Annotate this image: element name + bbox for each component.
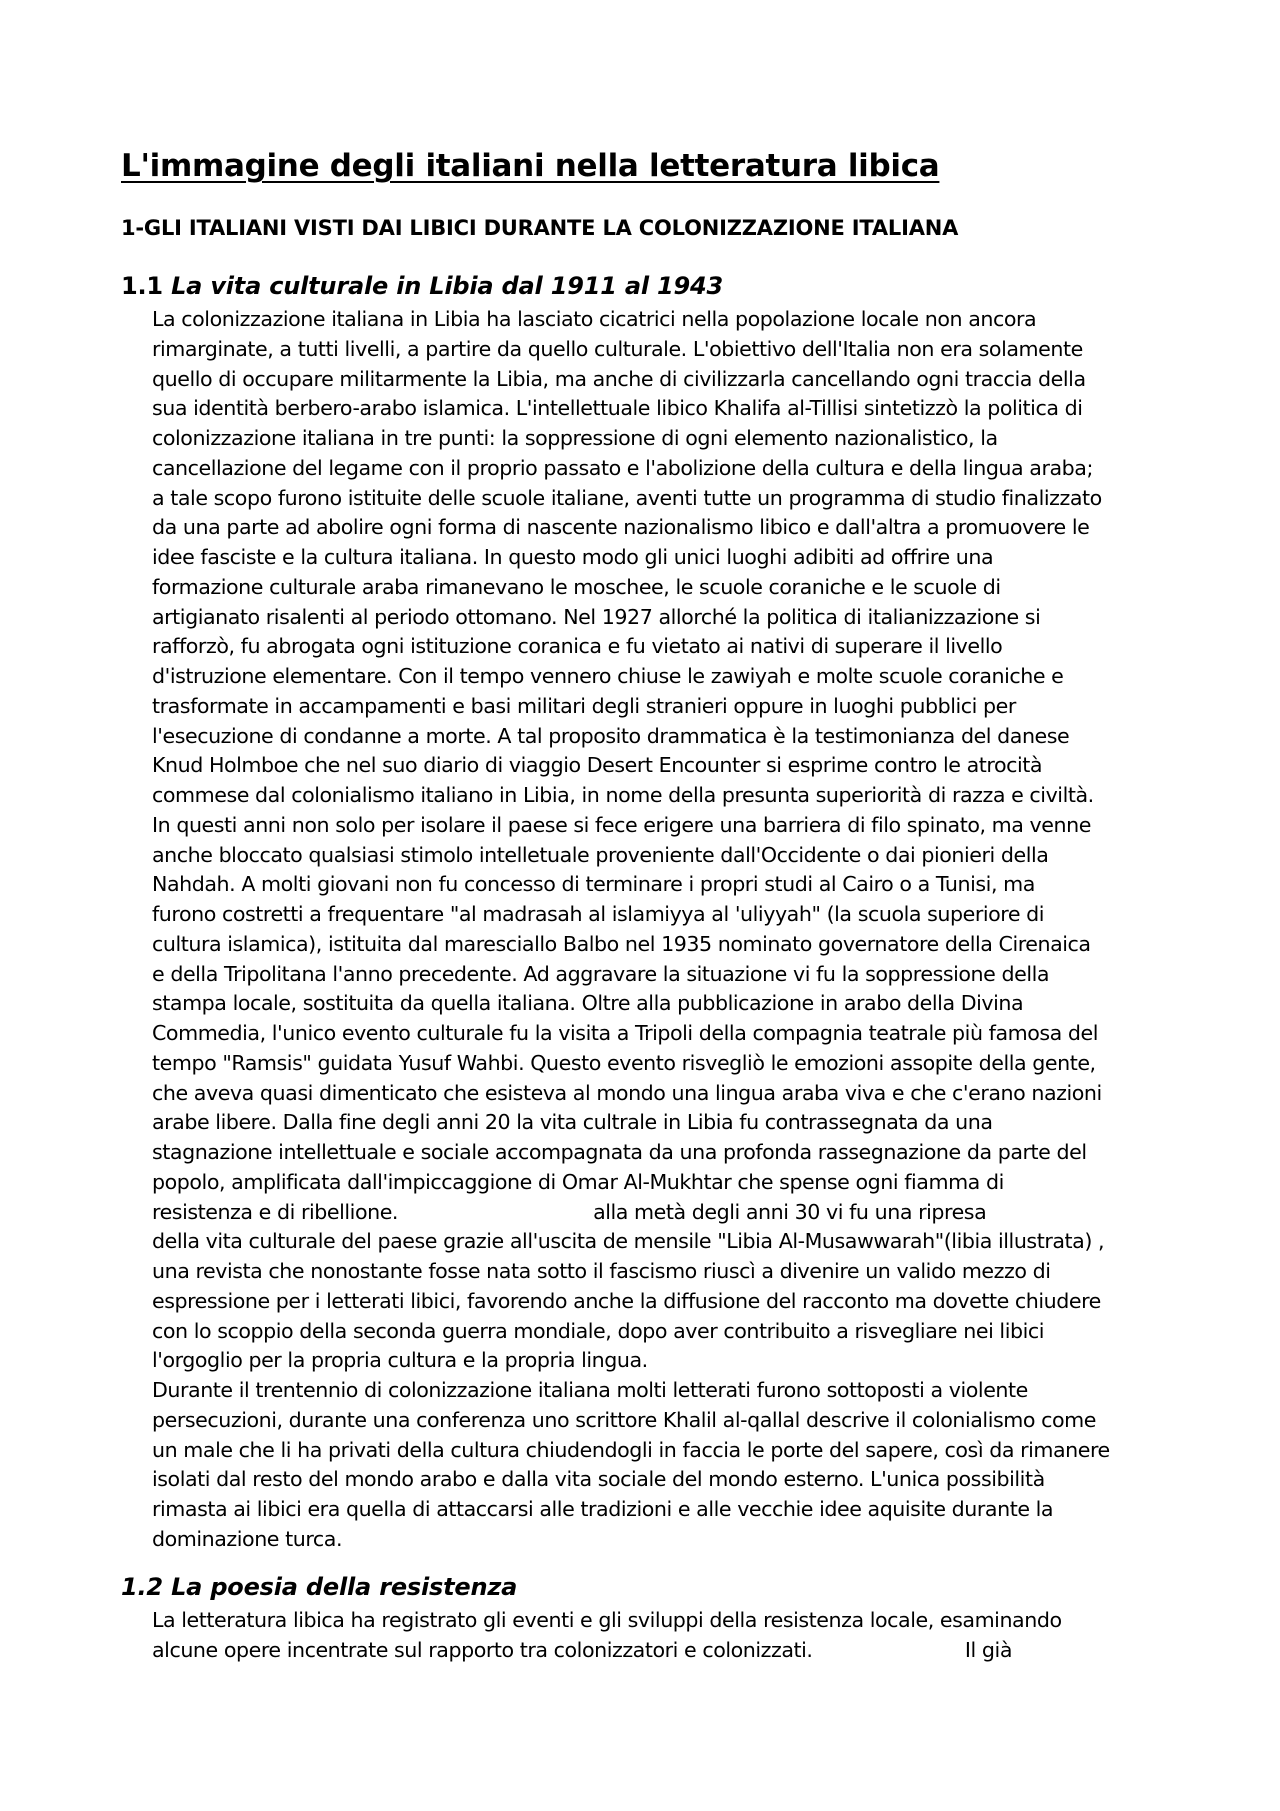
paragraph-line: l'esecuzione di condanne a morte. A tal proposito drammatica è la testimonianza del danese [152,723,1070,748]
section-heading-1-1 [121,272,723,300]
paragraph-line: sua identità berbero-arabo islamica. L'intellettuale libico Khalifa al-Tillisi sintetizzò la politica di [152,396,1083,421]
paragraph-line: da una parte ad abolire ogni forma di nascente nazionalismo libico e dall'altra a promuovere le [152,515,1090,540]
document-title: L'immagine degli italiani nella letteratura libica [121,148,940,184]
paragraph-line: e della Tripolitana l'anno precedente. Ad aggravare la situazione vi fu la soppressione della [152,961,1050,986]
paragraph-line: La colonizzazione italiana in Libia ha lasciato cicatrici nella popolazione locale non ancora [152,307,1037,331]
section-title: La poesia della resistenza [171,1573,518,1601]
paragraph-line: alcune opere incentrate sul rapporto tra colonizzatori e colonizzati. Il già [152,1637,1012,1662]
paragraph-line: colonizzazione italiana in tre punti: la soppressione di ogni elemento nazionalistico, la [152,426,998,450]
paragraph-line: rimarginate, a tutti livelli, a partire da quello culturale. L'obiettivo dell'Italia non era solamente [152,336,1083,361]
paragraph-line: commese dal colonialismo italiano in Libia, in nome della presunta superiorità di razza e civiltà. [152,783,1094,807]
section-number: 1.1 [121,272,163,300]
paragraph-line: Knud Holmboe che nel suo diario di viaggio Desert Encounter si esprime contro le atrocità [152,753,1043,778]
paragraph-line: rimasta ai libici era quella di attaccarsi alle tradizioni e alle vecchie idee aquisite durante la [152,1497,1054,1521]
paragraph-line: quello di occupare militarmente la Libia, ma anche di civilizzarla cancellando ogni traccia della [152,366,1086,391]
section-title: La vita culturale in Libia dal 1911 al 1943 [171,272,724,300]
paragraph-line: espressione per i letterati libici, favorendo anche la diffusione del racconto ma dovette chiudere [152,1288,1101,1313]
paragraph-line: cancellazione del legame con il proprio passato e l'abolizione della cultura e della lingua araba; [152,455,1093,480]
paragraph-line: artigianato risalenti al periodo ottomano. Nel 1927 allorché la politica di italianizzazione si [152,604,1041,629]
paragraph-line: d'istruzione elementare. Con il tempo vennero chiuse le zawiyah e molte scuole coraniche e [152,664,1064,688]
paragraph-line: cultura islamica), istituita dal maresciallo Balbo nel 1935 nominato governatore della Cirenaica [152,931,1091,956]
paragraph-line: formazione culturale araba rimanevano le moschee, le scuole coraniche e le scuole di [152,574,1001,599]
paragraph-line: arabe libere. Dalla fine degli anni 20 la vita cultrale in Libia fu contrassegnata da una [152,1110,993,1135]
paragraph-line: stampa locale, sostituita da quella italiana. Oltre alla pubblicazione in arabo della Divina [152,991,1024,1016]
paragraph-line: resistenza e di ribellione. alla metà degli anni 30 vi fu una ripresa [152,1199,987,1224]
paragraph-line: furono costretti a frequentare "al madrasah al islamiyya al 'uliyyah" (la scuola superiore di [152,902,1045,926]
paragraph-line: della vita culturale del paese grazie all'uscita de mensile "Libia Al-Musawwarah"(libia illustrata) , [152,1229,1105,1254]
paragraph-line: Commedia, l'unico evento culturale fu la visita a Tripoli della compagnia teatrale più famosa del [152,1021,1099,1045]
paragraph-line: isolati dal resto del mondo arabo e dalla vita sociale del mondo esterno. L'unica possibilità [152,1467,1045,1492]
paragraph-line: popolo, amplificata dall'impiccaggione di Omar Al-Mukhtar che spense ogni fiamma di [152,1169,1004,1194]
paragraph-line: dominazione turca. [152,1526,343,1551]
paragraph-line: rafforzò, fu abrogata ogni istituzione coranica e fu vietato ai nativi di superare il livello [152,634,1003,659]
paragraph-line: che aveva quasi dimenticato che esisteva al mondo una lingua araba viva e che c'erano nazioni [152,1080,1102,1105]
paragraph-line: un male che li ha privati della cultura chiudendogli in faccia le porte del sapere, così da rimanere [152,1437,1110,1462]
paragraph-line: a tale scopo furono istituite delle scuole italiane, aventi tutte un programma di studio finalizzato [152,485,1102,510]
paragraph-line: stagnazione intellettuale e sociale accompagnata da una profonda rassegnazione da parte del [152,1140,1087,1164]
paragraph-line: una revista che nonostante fosse nata sotto il fascismo riuscì a divenire un valido mezzo di [152,1259,1051,1283]
paragraph-line: anche bloccato qualsiasi stimolo intelletuale proveniente dall'Occidente o dai pionieri della [152,842,1049,867]
paragraph-line: tempo "Ramsis" guidata Yusuf Wahbi. Questo evento risvegliò le emozioni assopite della gente, [152,1050,1096,1075]
paragraph-line: La letteratura libica ha registrato gli eventi e gli sviluppi della resistenza locale, esaminando [152,1608,1062,1632]
section-body-1-2 [152,1606,1062,1666]
paragraph-line: con lo scoppio della seconda guerra mondiale, dopo aver contribuito a risvegliare nei libici [152,1318,1045,1343]
paragraph-line: l'orgoglio per la propria cultura e la propria lingua. [152,1348,648,1373]
paragraph-line: idee fasciste e la cultura italiana. In questo modo gli unici luoghi adibiti ad offrire una [152,545,994,569]
section-body-1-1 [152,305,1110,1555]
paragraph-line: In questi anni non solo per isolare il paese si fece erigere una barriera di filo spinato, ma venne [152,812,1091,837]
paragraph-line: trasformate in accampamenti e basi militari degli stranieri oppure in luoghi pubblici per [152,693,1016,718]
paragraph-line: Durante il trentennio di colonizzazione italiana molti letterati furono sottoposti a violente [152,1378,1028,1402]
paragraph-line: persecuzioni, durante una conferenza uno scrittore Khalil al-qallal descrive il colonialismo come [152,1407,1096,1432]
section-heading-1-2 [121,1573,517,1601]
section-number: 1.2 [121,1573,163,1601]
chapter-heading: 1-GLI ITALIANI VISTI DAI LIBICI DURANTE LA COLONIZZAZIONE ITALIANA [121,216,959,240]
paragraph-line: Nahdah. A molti giovani non fu concesso di terminare i propri studi al Cairo o a Tunisi, ma [152,872,1035,897]
